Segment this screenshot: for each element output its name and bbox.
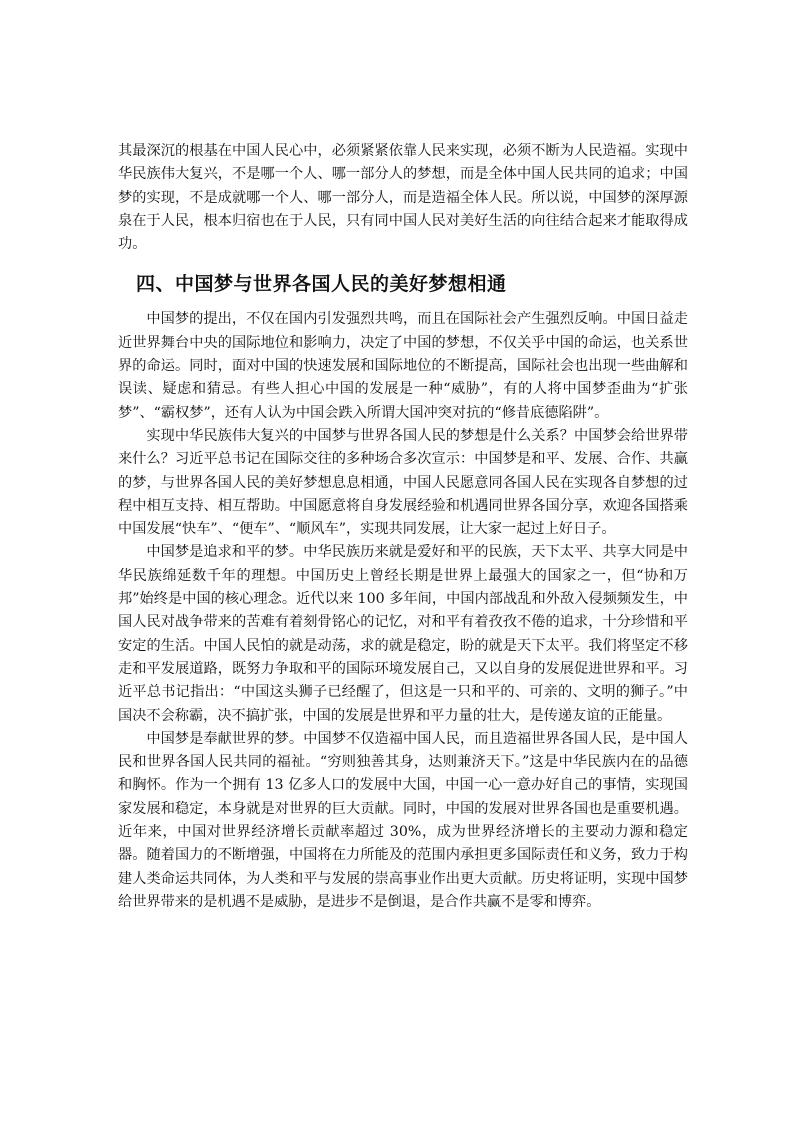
paragraph-2: 实现中华民族伟大复兴的中国梦与世界各国人民的梦想是什么关系？中国梦会给世界带来什么？习近平总书记在国际交往的多种场合多次宣示：中国梦是和平、发展、合作、共赢的梦，与世界各国人民的美好梦想息息相通，中国人民愿意同各国人民在实现各自梦想的过程中相互支持、相互帮助。中国愿意将自身发展经验和机遇同世界各国分享，欢迎各国搭乘中国发展“快车”、“便车”、“顺风车”，实现共同发展，让大家一起过上好日子。 xyxy=(118,427,688,538)
paragraph-1: 中国梦的提出，不仅在国内引发强烈共鸣，而且在国际社会产生强烈反响。中国日益走近世界舞台中央的国际地位和影响力，决定了中国的梦想，不仅关乎中国的命运，也关系世界的命运。同时，面对中国的快速发展和国际地位的不断提高，国际社会也出现一些曲解和误读、疑虑和猜忌。有些人担心中国的发展是一种“威胁”，有的人将中国梦歪曲为“扩张梦”、“霸权梦”，还有人认为中国会跌入所谓大国冲突对抗的“修昔底德陷阱”。 xyxy=(118,311,688,421)
paragraph-3: 中国梦是追求和平的梦。中华民族历来就是爱好和平的民族，天下太平、共享大同是中华民族绵延数千年的理想。中国历史上曾经长期是世界上最强大的国家之一，但“协和万邦”始终是中国的核心理念。近代以来 100 多年间，中国内部战乱和外敌入侵频频发生，中国人民对战争带来的苦难有着刻骨铭心的记忆，对和平有着孜孜不倦的追求，十分珍惜和平安定的生活。中国人民怕的就是动荡，求的就是稳定，盼的就是天下太平。我们将坚定不移走和平发展道路，既努力争取和平的国际环境发展自己，又以自身的发展促进世界和平。习近平总书记指出：“中国这头狮子已经醒了，但这是一只和平的、可亲的、文明的狮子。”中国决不会称霸，决不搞扩张，中国的发展是世界和平力量的壮大，是传递友谊的正能量。 xyxy=(118,544,688,724)
continued-paragraph: 其最深沉的根基在中国人民心中，必须紧紧依靠人民来实现，必须不断为人民造福。实现中华民族伟大复兴，不是哪一个人、哪一部分人的梦想，而是全体中国人民共同的追求；中国梦的实现，不是成就哪一个人、哪一部分人，而是造福全体人民。所以说，中国梦的深厚源泉在于人民，根本归宿也在于人民，只有同中国人民对美好生活的向往结合起来才能取得成功。 xyxy=(118,143,688,253)
paragraph-4: 中国梦是奉献世界的梦。中国梦不仅造福中国人民，而且造福世界各国人民，是中国人民和世界各国人民共同的福祉。“穷则独善其身，达则兼济天下。”这是中华民族内在的品德和胸怀。作为一个拥有 13 亿多人口的发展中大国，中国一心一意办好自己的事情，实现国家发展和稳定，本身就是对世界的巨大贡献。同时，中国的发展对世界各国也是重要机遇。近年来，中国对世界经济增长贡献率超过 30%，成为世界经济增长的主要动力源和稳定器。随着国力的不断增强，中国将在力所能及的范围内承担更多国际责任和义务，致力于构建人类命运共同体，为人类和平与发展的崇高事业作出更大贡献。历史将证明，实现中国梦给世界带来的是机遇不是威胁，是进步不是倒退，是合作共赢不是零和博弈。 xyxy=(118,730,688,910)
document-page xyxy=(118,140,688,914)
section-heading: 四、中国梦与世界各国人民的美好梦想相通 xyxy=(136,273,507,296)
